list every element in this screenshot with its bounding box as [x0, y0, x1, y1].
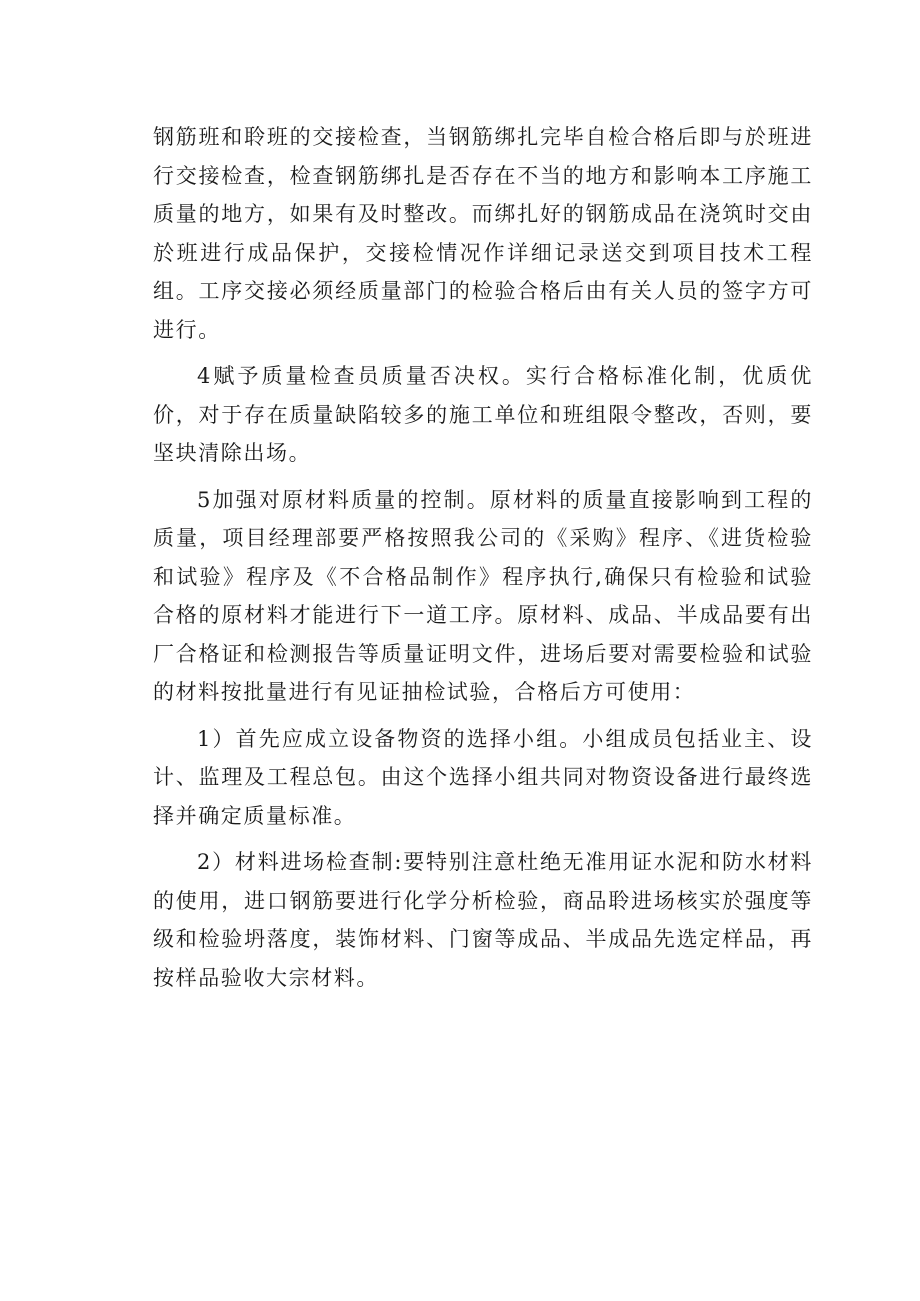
paragraph-handover-inspection: 钢筋班和聆班的交接检查，当钢筋绑扎完毕自检合格后即与於班进行交接检查，检查钢筋绑扎是否存在不当的地方和影响本工序施工质量的地方，如果有及时整改。而绑扎好的钢筋成品在浇筑时交由於班进行成品保护，交接检情况作详细记录送交到项目技术工程组。工序交接必须经质量部门的检验合格后由有关人员的签字方可进行。 — [153, 125, 813, 342]
paragraph-material-entry-check: 2）材料进场检查制:要特别注意杜绝无准用证水泥和防水材料的使用，进口钢筋要进行化学分析检验，商品聆进场核实於强度等级和检验坍落度，装饰材料、门窗等成品、半成品先选定样品，再按样品验收大宗材料。 — [153, 850, 813, 990]
paragraph-inspector-veto: 4赋予质量检查员质量否决权。实行合格标准化制，优质优价，对于存在质量缺陷较多的施工单位和班组限令整改，否则，要坚块清除出场。 — [153, 364, 813, 465]
paragraph-selection-group: 1）首先应成立设备物资的选择小组。小组成员包括业主、设计、监理及工程总包。由这个选择小组共同对物资设备进行最终选择并确定质量标准。 — [153, 726, 813, 828]
paragraph-raw-material-control: 5加强对原材料质量的控制。原材料的质量直接影响到工程的质量，项目经理部要严格按照我公司的《采购》程序、《进货检验和试验》程序及《不合格品制作》程序执行,确保只有检验和试验合格的原材料才能进行下一道工序。原材料、成品、半成品要有出厂合格证和检测报告等质量证明文件，进场后要对需要检验和试验的材料按批量进行有见证抽检试验，合格后方可使用： — [153, 487, 813, 704]
document-body — [153, 118, 813, 1005]
